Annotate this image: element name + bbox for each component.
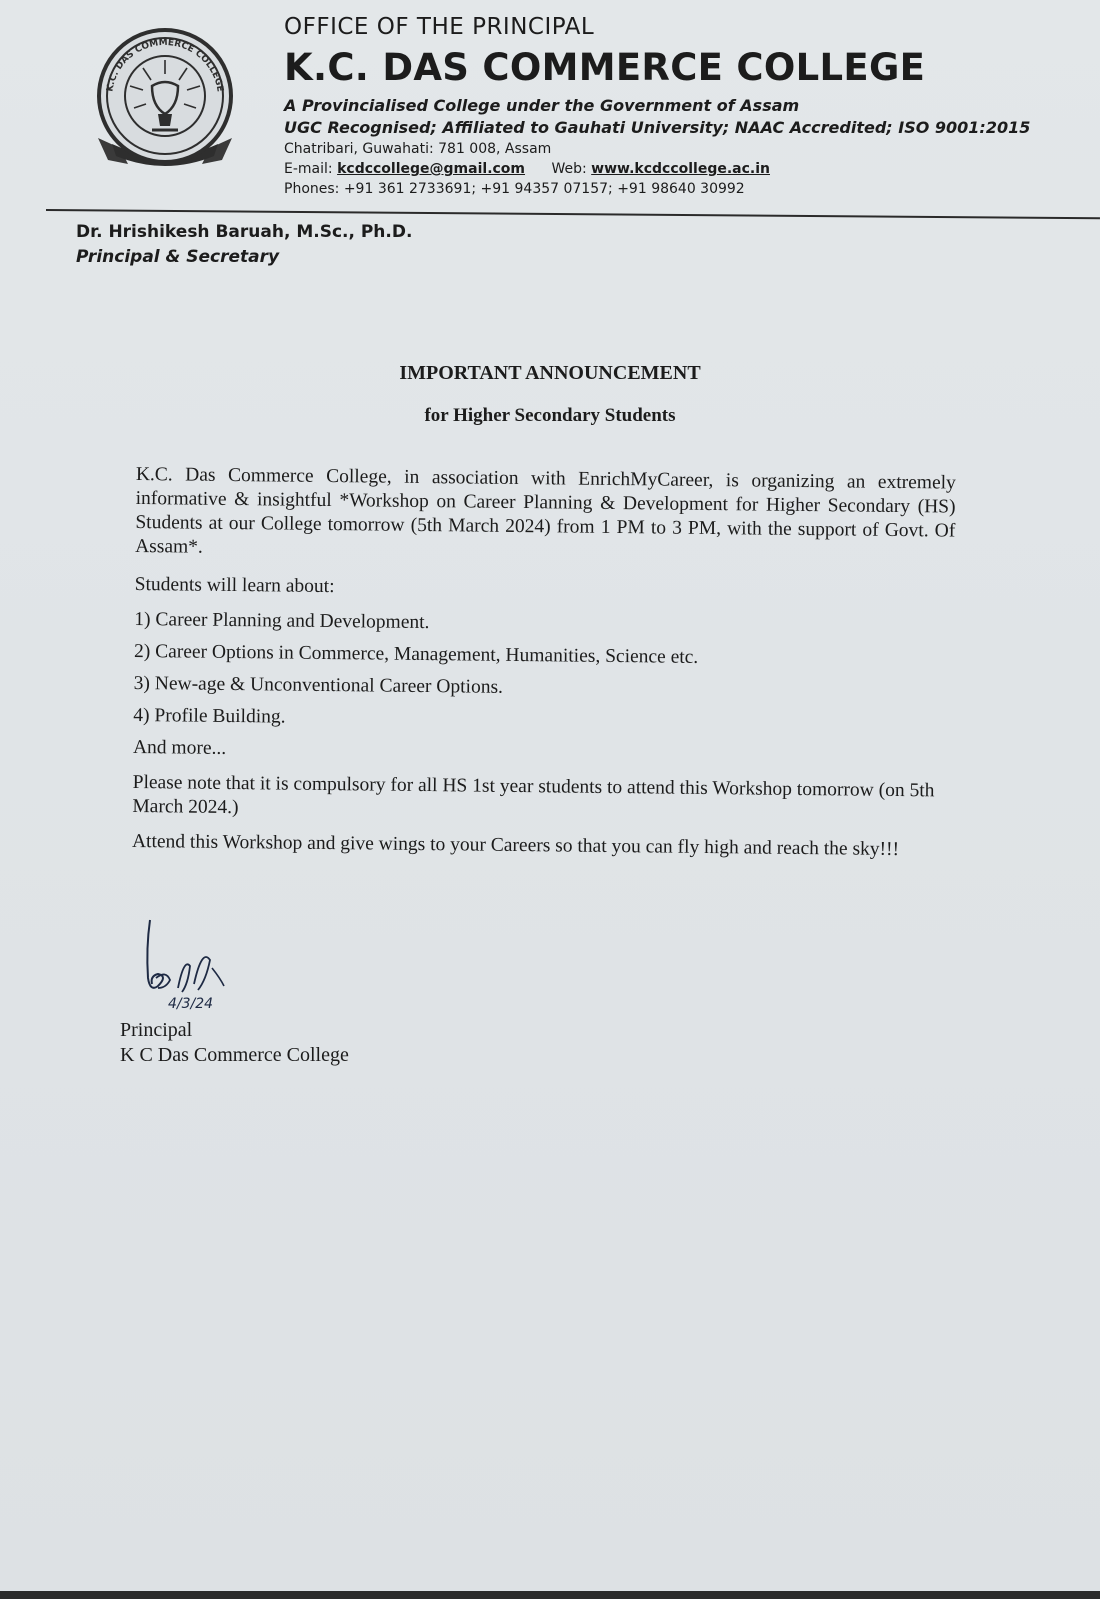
compulsory-note: Please note that it is compulsory for all HS 1st year students to attend this Workshop tomorrow (on 5th March 2024.) <box>132 771 935 819</box>
office-heading: OFFICE OF THE PRINCIPAL <box>284 14 595 40</box>
learn-heading: Students will learn about: <box>134 573 335 598</box>
college-emblem-logo <box>90 26 240 171</box>
svg-text:K.C. DAS COMMERCE COLLEGE: K.C. DAS COMMERCE COLLEGE <box>105 37 225 93</box>
announcement-title: IMPORTANT ANNOUNCEMENT <box>399 362 701 384</box>
list-item: 4) Profile Building. <box>133 704 286 728</box>
principal-name: Dr. Hrishikesh Baruah, M.Sc., Ph.D. <box>76 222 413 242</box>
tagline-provincialised: A Provincialised College under the Government of Assam <box>284 96 800 115</box>
tagline-accreditation: UGC Recognised; Affiliated to Gauhati University; NAAC Accredited; ISO 9001:2015 <box>284 118 1031 137</box>
signatory-institution: K C Das Commerce College <box>120 1044 349 1066</box>
email-label: E-mail: <box>284 161 333 177</box>
website-link[interactable]: www.kcdccollege.ac.in <box>591 161 770 177</box>
list-item: 1) Career Planning and Development. <box>134 608 430 634</box>
web-label: Web: <box>551 161 587 177</box>
page-bottom-edge <box>0 1591 1100 1599</box>
phone-numbers: Phones: +91 361 2733691; +91 94357 07157; +91 98640 30992 <box>284 181 745 197</box>
contact-line <box>284 159 1084 179</box>
letterhead <box>0 0 1100 215</box>
list-item: 3) New-age & Unconventional Career Options. <box>133 672 504 698</box>
signature-date: 4/3/24 <box>168 996 214 1012</box>
list-item: 2) Career Options in Commerce, Management, Humanities, Science etc. <box>133 640 699 668</box>
signatory-title: Principal <box>120 1019 193 1041</box>
college-name: K.C. DAS COMMERCE COLLEGE <box>284 46 926 89</box>
principal-title: Principal & Secretary <box>76 247 280 267</box>
handwritten-signature <box>128 918 238 1028</box>
intro-paragraph: K.C. Das Commerce College, in association with EnrichMyCareer, is organizing an extremely informative & insightful *Workshop on Career Planning & Development for Higher Secondary (HS) Students at our College tomorrow (5th March 2024) from 1 PM to 3 PM, with the support of Govt. Of Assam*. <box>135 463 956 558</box>
college-address: Chatribari, Guwahati: 781 008, Assam <box>284 141 552 157</box>
header-divider <box>46 209 1100 219</box>
and-more: And more... <box>132 736 227 759</box>
announcement-subtitle: for Higher Secondary Students <box>424 405 676 426</box>
email-link[interactable]: kcdccollege@gmail.com <box>337 161 526 177</box>
announcement-body <box>132 463 956 874</box>
closing-paragraph: Attend this Workshop and give wings to your Careers so that you can fly high and reach the sky!!! <box>131 830 900 861</box>
